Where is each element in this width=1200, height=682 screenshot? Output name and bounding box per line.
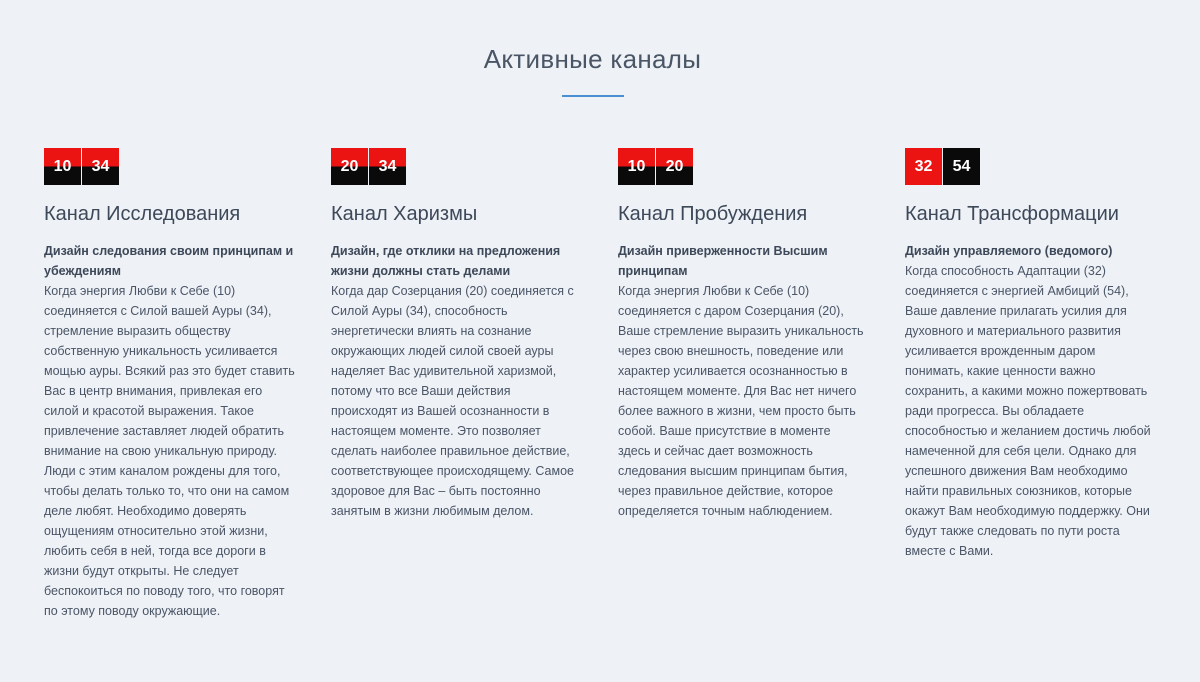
channel-card-charisma	[331, 148, 579, 521]
channel-card-transformation	[905, 148, 1155, 561]
channel-title: Канал Харизмы	[331, 203, 478, 225]
gate-badges	[44, 148, 296, 185]
channel-subtitle: Дизайн следования своим принципам и убеждениям	[44, 244, 294, 278]
gate-badge: 20	[331, 148, 368, 185]
gate-badge: 20	[656, 148, 693, 185]
section-title: Активные каналы	[483, 44, 702, 74]
gate-badges	[331, 148, 579, 185]
channel-description: Когда способность Адаптации (32) соединяется с энергией Амбиций (54), Ваше давление прилагать усилия для духовного и материального развития усиливается врожденным даром понимать, какие ценности важно сохранить, а какими можно пожертвовать ради прогресса. Вы обладаете способностью и желанием достичь любой намеченной для себя цели. Однако для успешного движения Вам необходимо найти правильных союзников, которые окажут Вам необходимую поддержку. Они будут также следовать по пути роста вместе с Вами.	[905, 264, 1151, 558]
gate-badge: 32	[905, 148, 942, 185]
gate-badge: 10	[44, 148, 81, 185]
channel-subtitle: Дизайн, где отклики на предложения жизни должны стать делами	[331, 244, 561, 278]
gate-badge: 54	[943, 148, 980, 185]
channel-title: Канал Трансформации	[905, 203, 1119, 225]
channel-title: Канал Исследования	[44, 203, 241, 225]
channel-title: Канал Пробуждения	[618, 203, 808, 225]
channel-card-exploration	[44, 148, 296, 621]
gate-badge: 34	[369, 148, 406, 185]
title-underline	[562, 95, 624, 97]
channel-description: Когда дар Созерцания (20) соединяется с Силой Ауры (34), способность энергетически влиять на сознание окружающих людей силой своей ауры наделяет Вас удивительной харизмой, потому что все Ваши действия происходят из Вашей осознанности в настоящем моменте. Это позволяет сделать наиболее правильное действие, соответствующее происходящему. Самое здоровое для Вас – быть постоянно занятым в жизни любимым делом.	[331, 284, 574, 518]
gate-badges	[905, 148, 1155, 185]
channel-description: Когда энергия Любви к Себе (10) соединяется с Силой вашей Ауры (34), стремление выразить обществу собственную уникальность усиливается мощью ауры. Всякий раз это будет ставить Вас в центр внимания, привлекая его силой и красотой выражения. Такое привлечение заставляет людей обратить внимание на свою уникальную природу. Люди с этим каналом рождены для того, чтобы делать только то, что они на самом деле любят. Необходимо доверять ощущениям относительно этой жизни, любить себя в ней, тогда все дороги в жизни будут открыты. Не следует беспокоиться по поводу того, что говорят по этому поводу окружающие.	[44, 284, 295, 618]
gate-badge: 10	[618, 148, 655, 185]
channel-subtitle: Дизайн приверженности Высшим принципам	[618, 244, 828, 278]
channels-list	[0, 148, 1200, 678]
gate-badges	[618, 148, 866, 185]
gate-badge: 34	[82, 148, 119, 185]
channel-description: Когда энергия Любви к Себе (10) соединяется с даром Созерцания (20), Ваше стремление выразить уникальность через свою внешность, поведение или характер усиливается осознанностью в настоящем моменте. Для Вас нет ничего более важного в жизни, чем просто быть собой. Ваше присутствие в моменте здесь и сейчас дает возможность следования высшим принципам бытия, через правильное действие, которое определяется точным наблюдением.	[618, 284, 864, 518]
channel-card-awakening	[618, 148, 866, 521]
channel-subtitle: Дизайн управляемого (ведомого)	[905, 244, 1113, 258]
